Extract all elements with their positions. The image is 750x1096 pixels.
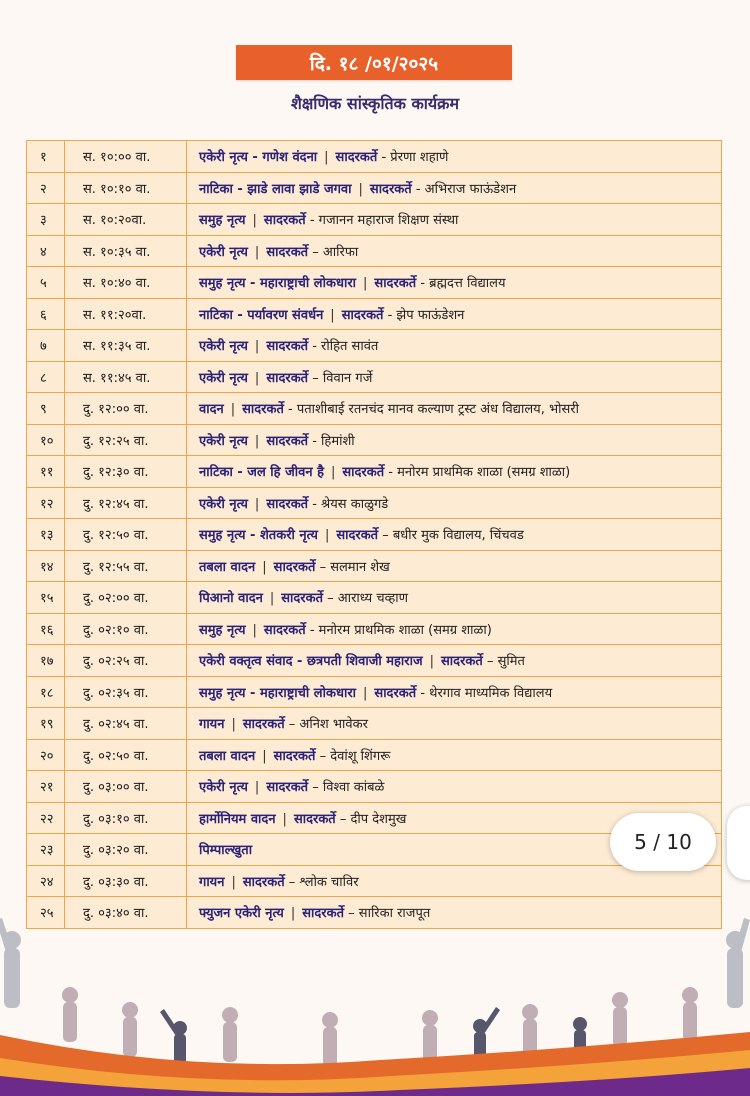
item-time: स. ११:३५ वा. <box>65 330 187 362</box>
presenter-label: सादरकर्ते <box>273 559 316 575</box>
performer-name: – सारिका राजपूत <box>348 906 431 922</box>
item-number: २० <box>27 739 65 771</box>
presenter-label: सादरकर्ते <box>336 528 379 544</box>
item-number: १ <box>27 141 65 173</box>
performer-name: - मनोरम प्राथमिक शाळा (समग्र शाळा) <box>309 622 492 638</box>
item-time: दु. ०२:५० वा. <box>65 739 187 771</box>
activity-title: एकेरी नृत्य <box>199 339 248 355</box>
presenter-label: सादरकर्ते <box>369 181 412 197</box>
item-number: १० <box>27 424 65 456</box>
item-time: दु. ०३:१० वा. <box>65 802 187 834</box>
table-row <box>27 771 722 803</box>
item-time: दु. ०२:२५ वा. <box>65 645 187 677</box>
presenter-label: सादरकर्ते <box>263 622 306 638</box>
presenter-label: सादरकर्ते <box>374 276 417 292</box>
item-number: ११ <box>27 456 65 488</box>
item-number: १९ <box>27 708 65 740</box>
page-indicator: 5 / 10 <box>610 813 716 871</box>
date-banner: दि. १८ /०१/२०२५ <box>236 45 512 80</box>
item-time: स. १०:२०वा. <box>65 204 187 236</box>
item-number: २३ <box>27 834 65 866</box>
item-time: दु. १२:५० वा. <box>65 519 187 551</box>
item-activity <box>187 739 722 771</box>
activity-title: समुह नृत्य - शेतकरी नृत्य <box>199 528 318 544</box>
separator: | <box>290 906 296 922</box>
item-activity <box>187 519 722 551</box>
activity-title: तबला वादन <box>199 748 256 764</box>
item-time: स. ११:२०वा. <box>65 298 187 330</box>
item-time: दु. १२:२५ वा. <box>65 424 187 456</box>
schedule-table <box>26 140 722 929</box>
presenter-label: सादरकर्ते <box>441 654 483 670</box>
separator: | <box>324 528 330 544</box>
item-number: १४ <box>27 550 65 582</box>
item-time: दु. ०३:३० वा. <box>65 865 187 897</box>
separator: | <box>252 213 257 229</box>
item-number: ६ <box>27 298 65 330</box>
performer-name: – विश्वा कांबळे <box>312 780 385 796</box>
table-row <box>27 739 722 771</box>
presenter-label: सादरकर्ते <box>281 591 324 607</box>
presenter-label: सादरकर्ते <box>266 496 309 512</box>
performer-name: - प्रेरणा शहाणे <box>381 150 449 166</box>
separator: | <box>330 465 336 481</box>
activity-title: फ्युजन एकेरी नृत्य <box>199 906 284 922</box>
performer-name: – आराध्य चव्हाण <box>327 591 409 607</box>
item-time: स. १०:४० वा. <box>65 267 187 299</box>
performer-name: – विवान गर्जे <box>312 370 373 386</box>
item-number: ९ <box>27 393 65 425</box>
table-row <box>27 582 722 614</box>
item-time: स. ११:४५ वा. <box>65 361 187 393</box>
item-activity <box>187 645 722 677</box>
activity-title: पिम्पाल्खुता <box>199 843 253 859</box>
performer-name: - श्रेयस काळुगडे <box>312 496 389 512</box>
performer-name: – सुमित <box>486 654 525 670</box>
separator: | <box>252 622 257 638</box>
separator: | <box>330 307 335 323</box>
activity-title: एकेरी वक्तृत्व संवाद - छत्रपती शिवाजी महाराज <box>199 654 423 670</box>
item-number: ३ <box>27 204 65 236</box>
performer-name: - मनोरम प्राथमिक शाळा (समग्र शाळा) <box>388 465 571 481</box>
presenter-label: सादरकर्ते <box>293 811 336 827</box>
item-activity <box>187 771 722 803</box>
next-page-edge-tab[interactable] <box>727 806 750 880</box>
table-row <box>27 645 722 677</box>
performer-name: – अनिश भावेकर <box>288 717 368 733</box>
separator: | <box>230 402 236 418</box>
item-time: स. १०:३५ वा. <box>65 235 187 267</box>
table-row <box>27 865 722 897</box>
item-number: २१ <box>27 771 65 803</box>
item-number: १२ <box>27 487 65 519</box>
performer-name: - रोहित सावंत <box>312 339 379 355</box>
activity-title: गायन <box>199 717 225 733</box>
table-row <box>27 235 722 267</box>
presenter-label: सादरकर्ते <box>342 465 385 481</box>
presenter-label: सादरकर्ते <box>341 307 384 323</box>
activity-title: समुह नृत्य - महाराष्ट्राची लोकधारा <box>199 276 357 292</box>
item-activity <box>187 204 722 236</box>
separator: | <box>231 874 236 890</box>
item-number: २ <box>27 172 65 204</box>
item-time: दु. १२:५५ वा. <box>65 550 187 582</box>
separator: | <box>254 339 260 355</box>
item-number: १३ <box>27 519 65 551</box>
presenter-label: सादरकर्ते <box>263 213 306 229</box>
separator: | <box>363 276 368 292</box>
presenter-label: सादरकर्ते <box>242 402 284 418</box>
separator: | <box>254 780 260 796</box>
item-number: ७ <box>27 330 65 362</box>
activity-title: पिआनो वादन <box>199 591 263 607</box>
table-row <box>27 550 722 582</box>
performer-name: – दीप देशमुख <box>339 811 407 827</box>
item-time: दु. ०३:०० वा. <box>65 771 187 803</box>
separator: | <box>254 496 260 512</box>
table-row <box>27 676 722 708</box>
item-time: दु. १२:३० वा. <box>65 456 187 488</box>
item-activity <box>187 456 722 488</box>
activity-title: तबला वादन <box>199 559 256 575</box>
item-activity <box>187 393 722 425</box>
item-activity <box>187 550 722 582</box>
separator: | <box>282 811 287 827</box>
item-number: १८ <box>27 676 65 708</box>
separator: | <box>254 433 260 449</box>
table-row <box>27 424 722 456</box>
activity-title: एकेरी नृत्य <box>199 433 248 449</box>
presenter-label: सादरकर्ते <box>273 748 316 764</box>
activity-title: एकेरी नृत्य - गणेश वंदना <box>199 150 318 166</box>
presenter-label: सादरकर्ते <box>266 780 309 796</box>
item-time: दु. १२:०० वा. <box>65 393 187 425</box>
item-time: दु. ०२:४५ वा. <box>65 708 187 740</box>
separator: | <box>324 150 329 166</box>
table-row <box>27 298 722 330</box>
presenter-label: सादरकर्ते <box>302 906 345 922</box>
table-row <box>27 141 722 173</box>
item-number: ४ <box>27 235 65 267</box>
performer-name: – आरिफा <box>312 244 359 260</box>
presenter-label: सादरकर्ते <box>242 717 285 733</box>
activity-title: एकेरी नृत्य <box>199 780 248 796</box>
item-activity <box>187 582 722 614</box>
item-activity <box>187 235 722 267</box>
item-activity <box>187 487 722 519</box>
separator: | <box>269 591 275 607</box>
item-time: दु. ०३:४० वा. <box>65 897 187 929</box>
performer-name: – बधीर मुक विद्यालय, चिंचवड <box>382 528 524 544</box>
item-time: दु. ०२:१० वा. <box>65 613 187 645</box>
program-subtitle: शैक्षणिक सांस्कृतिक कार्यक्रम <box>290 94 460 113</box>
table-row <box>27 361 722 393</box>
performer-name: - झेप फाऊंडेशन <box>387 307 465 323</box>
item-number: ८ <box>27 361 65 393</box>
activity-title: गायन <box>199 874 225 890</box>
presenter-label: सादरकर्ते <box>266 244 309 260</box>
item-number: २५ <box>27 897 65 929</box>
item-activity <box>187 708 722 740</box>
activity-title: एकेरी नृत्य <box>199 370 248 386</box>
item-activity <box>187 361 722 393</box>
table-row <box>27 613 722 645</box>
table-row <box>27 708 722 740</box>
table-row <box>27 267 722 299</box>
separator: | <box>363 685 368 701</box>
presenter-label: सादरकर्ते <box>335 150 378 166</box>
activity-title: समुह नृत्य - महाराष्ट्राची लोकधारा <box>199 685 357 701</box>
item-number: १६ <box>27 613 65 645</box>
activity-title: समुह नृत्य <box>199 213 246 229</box>
item-activity <box>187 424 722 456</box>
item-activity <box>187 330 722 362</box>
table-row <box>27 204 722 236</box>
separator: | <box>262 559 267 575</box>
separator: | <box>262 748 267 764</box>
presenter-label: सादरकर्ते <box>266 433 309 449</box>
activity-title: समुह नृत्य <box>199 622 246 638</box>
table-row <box>27 172 722 204</box>
presenter-label: सादरकर्ते <box>266 339 309 355</box>
activity-title: नाटिका - पर्यावरण संवर्धन <box>199 307 324 323</box>
crowd-footer-illustration <box>0 900 750 1096</box>
item-time: दु. १२:४५ वा. <box>65 487 187 519</box>
item-activity <box>187 613 722 645</box>
activity-title: एकेरी नृत्य <box>199 496 248 512</box>
performer-name: - गजानन महाराज शिक्षण संस्था <box>309 213 459 229</box>
item-activity <box>187 676 722 708</box>
item-number: २२ <box>27 802 65 834</box>
activity-title: वादन <box>199 402 224 418</box>
performer-name: - अभिराज फाऊंडेशन <box>415 181 517 197</box>
item-time: दु. ०२:३५ वा. <box>65 676 187 708</box>
table-row <box>27 330 722 362</box>
separator: | <box>429 654 435 670</box>
item-activity <box>187 172 722 204</box>
separator: | <box>358 181 363 197</box>
separator: | <box>254 244 260 260</box>
performer-name: – सलमान शेख <box>319 559 390 575</box>
table-row <box>27 519 722 551</box>
performer-name: - हिमांशी <box>312 433 355 449</box>
presenter-label: सादरकर्ते <box>374 685 417 701</box>
item-time: दु. ०२:०० वा. <box>65 582 187 614</box>
table-row <box>27 487 722 519</box>
presenter-label: सादरकर्ते <box>266 370 309 386</box>
performer-name: - ब्रह्मदत्त विद्यालय <box>420 276 506 292</box>
activity-title: एकेरी नृत्य <box>199 244 248 260</box>
item-number: ५ <box>27 267 65 299</box>
table-row <box>27 456 722 488</box>
item-number: १५ <box>27 582 65 614</box>
item-time: स. १०:१० वा. <box>65 172 187 204</box>
separator: | <box>254 370 260 386</box>
item-number: २४ <box>27 865 65 897</box>
performer-name: – देवांशू शिंगरू <box>319 748 391 764</box>
activity-title: नाटिका - झाडे लावा झाडे जगवा <box>199 181 352 197</box>
performer-name: - पताशीबाई रतनचंद मानव कल्याण ट्रस्ट अंध विद्यालय, भोसरी <box>288 402 579 418</box>
item-number: १७ <box>27 645 65 677</box>
item-activity <box>187 298 722 330</box>
item-time: स. १०:०० वा. <box>65 141 187 173</box>
presenter-label: सादरकर्ते <box>242 874 285 890</box>
item-activity <box>187 267 722 299</box>
item-activity <box>187 141 722 173</box>
separator: | <box>231 717 236 733</box>
item-time: दु. ०३:२० वा. <box>65 834 187 866</box>
table-row <box>27 393 722 425</box>
activity-title: हार्मोनियम वादन <box>199 811 276 827</box>
activity-title: नाटिका - जल हि जीवन है <box>199 465 324 481</box>
performer-name: - थेरगाव माध्यमिक विद्यालय <box>420 685 553 701</box>
performer-name: – श्लोक चाविर <box>288 874 359 890</box>
